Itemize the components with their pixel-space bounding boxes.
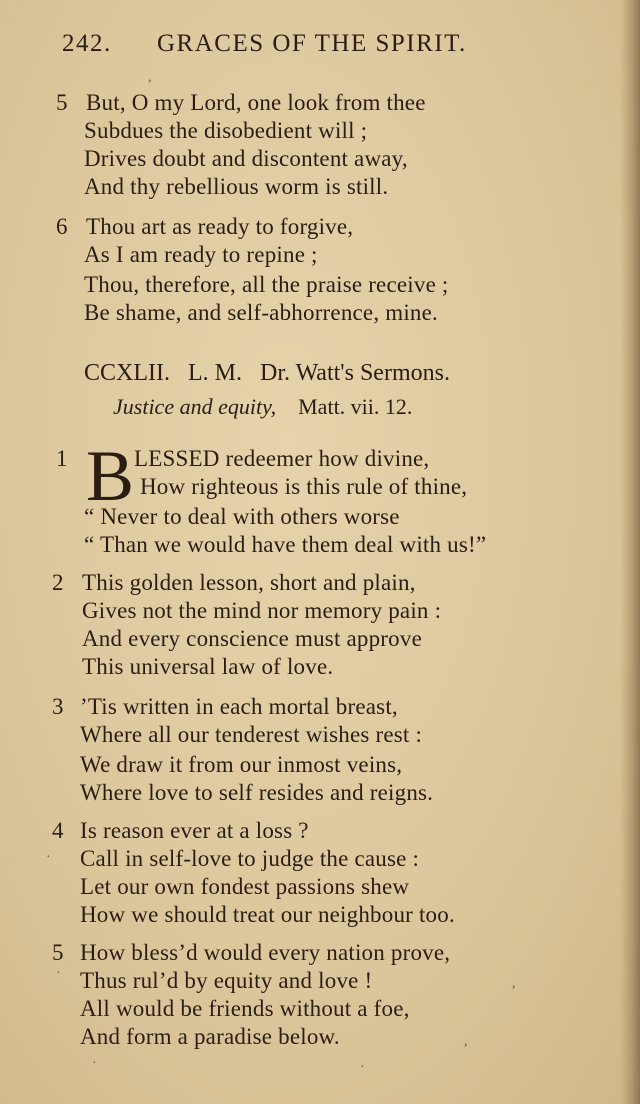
running-title: GRACES OF THE SPIRIT. (157, 30, 467, 57)
verse-line: LESSED redeemer how divine, (134, 446, 430, 471)
verse-line: Where all our tenderest wishes rest : (80, 722, 423, 747)
stanza-number: 5 (52, 940, 64, 965)
stanza-number: 3 (52, 694, 64, 719)
hymn-subtitle (113, 394, 412, 420)
verse-line: Thou, therefore, all the praise receive ; (84, 272, 449, 297)
paper-speck: · (92, 1056, 97, 1071)
stanza-number: 1 (56, 446, 68, 471)
page-edge-shadow (620, 0, 640, 1104)
verse-line: Call in self-love to judge the cause : (80, 846, 420, 871)
stanza-number: 4 (52, 818, 64, 843)
verse-line: How righteous is this rule of thine, (140, 474, 468, 499)
drop-cap: B (86, 436, 135, 516)
hymn-meter: L. M. (188, 360, 242, 386)
verse-line: But, O my Lord, one look from thee (86, 90, 426, 115)
paper-speck: · (360, 1060, 365, 1075)
verse-line: How we should treat our neighbour too. (80, 902, 455, 927)
paper-speck: , (512, 976, 516, 991)
hymn-source: Dr. Watt's Sermons. (260, 360, 450, 386)
verse-line: Let our own fondest passions shew (80, 874, 410, 899)
paper-speck: , (464, 1034, 468, 1049)
verse-line: “ Never to deal with others worse (84, 504, 400, 529)
verse-line: Gives not the mind nor memory pain : (82, 598, 442, 623)
stanza-number: 5 (56, 90, 68, 115)
hymn-heading (84, 360, 468, 387)
verse-line: This golden lesson, short and plain, (82, 570, 416, 595)
verse-line: All would be friends without a foe, (80, 996, 410, 1021)
paper-speck: · (56, 966, 61, 981)
hymn-number: CCXLII. (84, 360, 170, 386)
verse-line: Be shame, and self-abhorrence, mine. (84, 300, 438, 325)
scripture-reference: Matt. vii. 12. (298, 394, 413, 419)
verse-line: Drives doubt and discontent away, (84, 146, 408, 171)
hymn-subject: Justice and equity, (113, 394, 277, 419)
verse-line: Is reason ever at a loss ? (80, 818, 309, 843)
verse-line: Subdues the disobedient will ; (84, 118, 368, 143)
verse-line: And thy rebellious worm is still. (84, 174, 389, 199)
verse-line: And every conscience must approve (82, 626, 422, 651)
page-number: 242. (62, 30, 112, 57)
verse-line: As I am ready to repine ; (84, 242, 318, 267)
stanza-number: 2 (52, 570, 64, 595)
stanza-number: 6 (56, 214, 68, 239)
verse-line: “ Than we would have them deal with us!” (84, 532, 487, 557)
paper-speck: , (148, 70, 152, 85)
verse-line: And form a paradise below. (80, 1024, 340, 1049)
verse-line: Thus rul’d by equity and love ! (80, 968, 373, 993)
paper-speck: · (46, 850, 51, 865)
verse-line: Where love to self resides and reigns. (80, 780, 434, 805)
verse-line: We draw it from our inmost veins, (80, 752, 403, 777)
verse-line: Thou art as ready to forgive, (86, 214, 354, 239)
verse-line: This universal law of love. (82, 654, 334, 679)
verse-line: How bless’d would every nation prove, (80, 940, 451, 965)
verse-line: ’Tis written in each mortal breast, (80, 694, 398, 719)
